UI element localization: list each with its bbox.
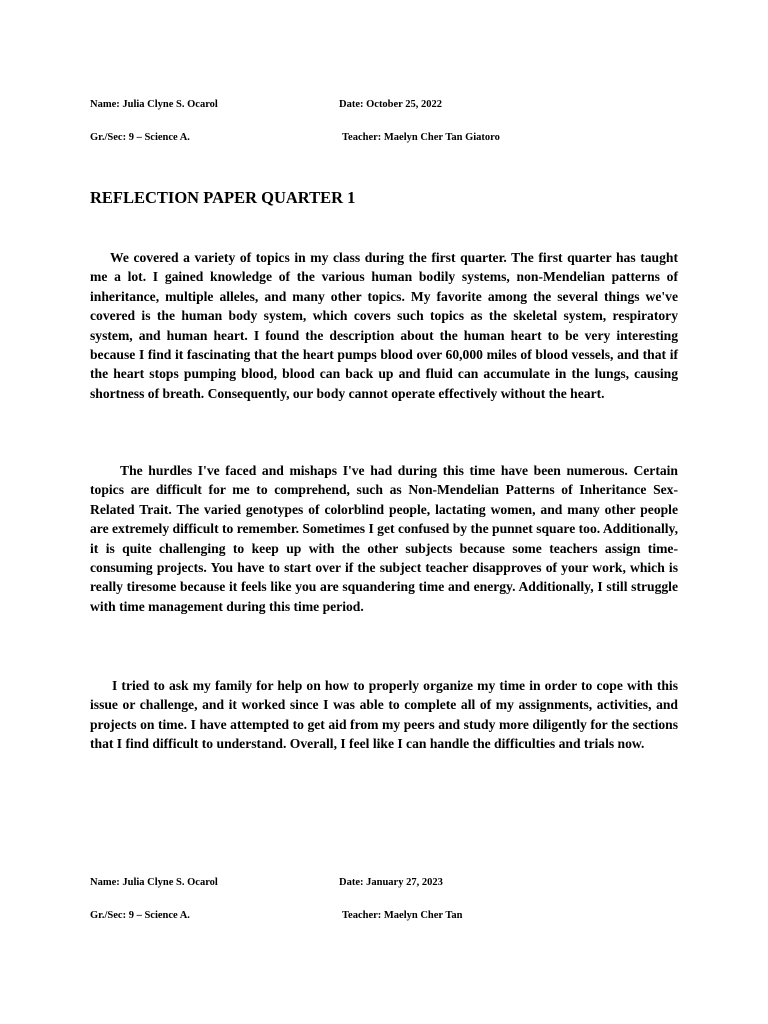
body-paragraph: The hurdles I've faced and mishaps I've had during this time have been numerous. Certain topics are difficult for me to comprehend, such as Non-Mendelian Patterns of Inheritance Sex-Related Trait. The varied genotypes of colorblind people, lactating women, and many other people are extremely difficult to remember. Sometimes I get confused by the punnet square too. Additionally, it is quite challenging to keep up with the other subjects because some teachers assign time-consuming projects. You have to start over if the subject teacher disapproves of your work, which is really tiresome because it feels like you are squandering time and energy. Additionally, I still struggle with time management during this time period. <box>90 463 678 614</box>
date: Date: January 27, 2023 <box>339 877 443 888</box>
student-name: Name: Julia Clyne S. Ocarol <box>90 877 218 888</box>
grade-section: Gr./Sec: 9 – Science A. <box>90 910 190 921</box>
page-title: REFLECTION PAPER QUARTER 1 <box>90 188 356 207</box>
teacher: Teacher: Maelyn Cher Tan Giatoro <box>342 132 500 143</box>
teacher: Teacher: Maelyn Cher Tan <box>342 910 463 921</box>
date: Date: October 25, 2022 <box>339 99 443 110</box>
grade-section: Gr./Sec: 9 – Science A. <box>90 132 190 143</box>
body-paragraph: I tried to ask my family for help on how to properly organize my time in order to cope with this issue or challenge, and it worked since I was able to complete all of my assignments, activities, and projects on time. I have attempted to get aid from my peers and study more diligently for the sections that I find difficult to understand. Overall, I feel like I can handle the difficulties and trials now. <box>90 678 678 752</box>
body-paragraph: We covered a variety of topics in my class during the first quarter. The first quarter has taught me a lot. I gained knowledge of the various human bodily systems, non-Mendelian patterns of inheritance, multiple alleles, and many other topics. My favorite among the several things we've covered is the human body system, which covers such topics as the skeletal system, respiratory system, and human heart. I found the description about the human heart to be very interesting because I find it fascinating that the heart pumps blood over 60,000 miles of blood vessels, and that if the heart stops pumping blood, blood can back up and fluid can accumulate in the lungs, causing shortness of breath. Consequently, our body cannot operate effectively without the heart. <box>90 250 678 401</box>
student-name: Name: Julia Clyne S. Ocarol <box>90 99 218 110</box>
